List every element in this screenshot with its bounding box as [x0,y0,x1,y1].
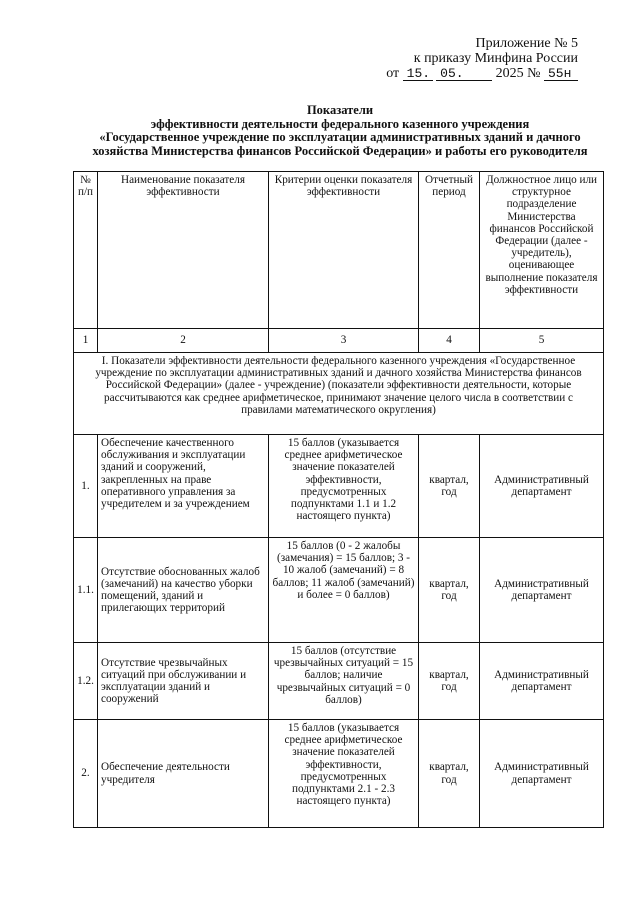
appendix-block [386,36,578,81]
reporting-period: квартал, год [419,720,480,828]
row-number: 1.2. [74,643,98,720]
header-num: № п/п [74,172,98,329]
indicator-name: Обеспечение деятельности учредителя [98,720,269,828]
reporting-period: квартал, год [419,643,480,720]
col-num-3: 3 [269,329,419,353]
appendix-line-2: к приказу Минфина России [413,51,578,66]
indicator-criteria: 15 баллов (отсутствие чрезвычайных ситуаций = 15 баллов; наличие чрезвычайных ситуаций = 0 баллов) [269,643,419,720]
responsible-unit: Административный департамент [480,720,604,828]
row-number: 1.1. [74,538,98,643]
table-row [74,720,604,828]
col-num-2: 2 [98,329,269,353]
table-row [74,538,604,643]
indicator-criteria: 15 баллов (указывается среднее арифметическое значение показателей эффективности, предусмотренных подпунктами 2.1 - 2.3 настоящего пункта) [269,720,419,828]
document-title [80,104,600,158]
date-prefix: от [386,66,400,81]
order-date-line [386,66,578,81]
row-number: 2. [74,720,98,828]
column-number-row [74,329,604,353]
indicator-name: Отсутствие обоснованных жалоб (замечаний) на качество уборки помещений, зданий и прилегающих территорий [98,538,269,643]
indicator-criteria: 15 баллов (0 - 2 жалобы (замечания) = 15 баллов; 3 - 10 жалоб (замечаний) = 8 баллов; 11 жалоб (замечаний) и более = 0 баллов) [269,538,419,643]
header-row [74,172,604,329]
header-criteria: Критерии оценки показателя эффективности [269,172,419,329]
row-number: 1. [74,435,98,538]
appendix-line-1: Приложение № 5 [475,36,578,51]
date-day: 15. [403,67,433,81]
title-line-4: хозяйства Министерства финансов Российской Федерации» и работы его руководителя [92,143,588,158]
order-number: 55н [544,67,578,81]
section-title: I. Показатели эффективности деятельности федерального казенного учреждения «Государственное учреждение по эксплуатации административных зданий и дачного хозяйства Министерства финансов Российской Федерации» (далее - учреждение) (показатели эффективности деятельности, которые рассчитываются как среднее арифметическое, принимают значение целого числа в соответствии с правилами математического округления) [74,353,604,435]
indicator-criteria: 15 баллов (указывается среднее арифметическое значение показателей эффективности, предусмотренных подпунктами 1.1 и 1.2 настоящего пункта) [269,435,419,538]
responsible-unit: Административный департамент [480,643,604,720]
responsible-unit: Административный департамент [480,435,604,538]
title-line-2: эффективности деятельности федерального казенного учреждения [150,116,530,131]
col-num-1: 1 [74,329,98,353]
section-row [74,353,604,435]
indicator-name: Отсутствие чрезвычайных ситуаций при обслуживании и эксплуатации зданий и сооружений [98,643,269,720]
header-name: Наименование показателя эффективности [98,172,269,329]
date-month: 05. [436,67,492,81]
indicators-table [73,171,604,828]
reporting-period: квартал, год [419,538,480,643]
indicator-name: Обеспечение качественного обслуживания и эксплуатации зданий и сооружений, закрепленных на праве оперативного управления за учредителем и за учреждением [98,435,269,538]
header-responsible: Должностное лицо или структурное подразделение Министерства финансов Российской Федерации (далее - учредитель), оценивающее выполнение показателя эффективности [480,172,604,329]
table-row [74,643,604,720]
table-row [74,435,604,538]
title-line-1: Показатели [306,103,374,117]
title-line-3: «Государственное учреждение по эксплуатации административных зданий и дачного [99,130,581,144]
responsible-unit: Административный департамент [480,538,604,643]
header-period: Отчетный период [419,172,480,329]
reporting-period: квартал, год [419,435,480,538]
date-year: 2025 № [495,66,541,81]
col-num-4: 4 [419,329,480,353]
col-num-5: 5 [480,329,604,353]
